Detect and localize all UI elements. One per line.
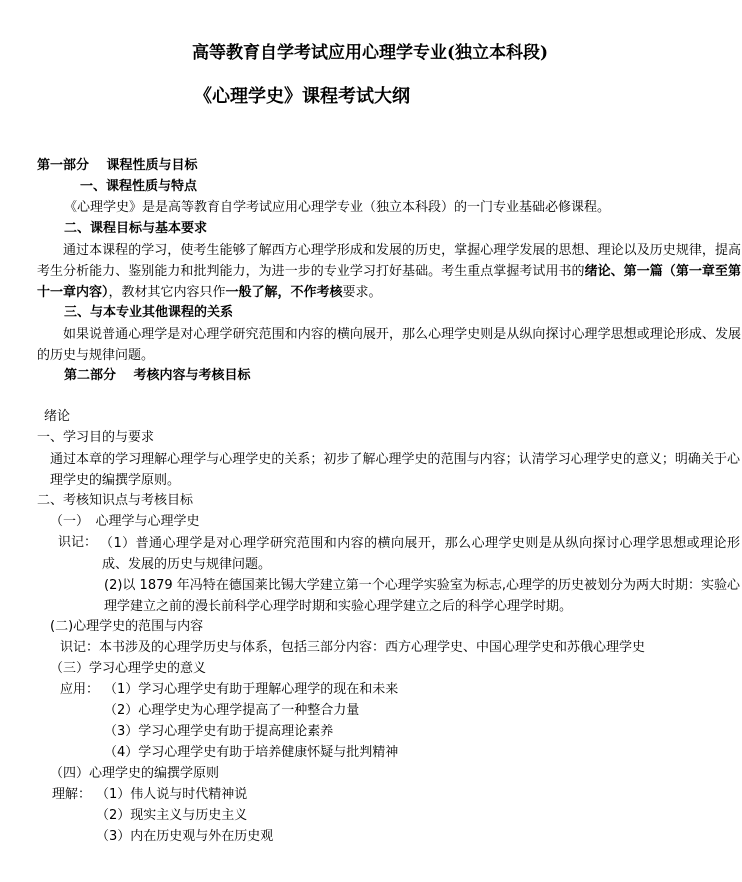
intro-label: 绪论 xyxy=(44,409,71,424)
point4-item: （2）现实主义与历史主义 xyxy=(96,808,248,823)
point1-item-2: (2)以 1879 年冯特在德国莱比锡大学建立第一个心理学实验室为标志,心理学的历史被划分为两大时期：实验心理学建立之前的漫长前科学心理学时期和实验心理学建立之后的科学心理学时期。 xyxy=(104,578,740,614)
point1-heading: （一） 心理学与心理学史 xyxy=(50,514,200,529)
point2-heading: (二)心理学史的范围与内容 xyxy=(50,619,204,634)
point4-item: （3）内在历史观与外在历史观 xyxy=(96,829,274,844)
section1-heading: 一、课程性质与特点 xyxy=(80,179,198,194)
document-title: 高等教育自学考试应用心理学专业(独立本科段) xyxy=(192,43,549,63)
goal-heading: 一、学习目的与要求 xyxy=(37,430,155,445)
section2-text-c: 要求。 xyxy=(342,285,382,300)
point2-text: 识记：本书涉及的心理学历史与体系，包括三部分内容：西方心理学史、中国心理学史和苏俄心理学史 xyxy=(60,640,646,655)
section2-text xyxy=(37,240,741,303)
part1-heading: 第一部分 课程性质与目标 xyxy=(37,158,198,173)
section2-emphasis-2: 一般了解，不作考核 xyxy=(225,285,343,300)
point4-heading: （四）心理学史的编撰学原则 xyxy=(50,766,220,781)
point4-item: （1）伟人说与时代精神说 xyxy=(96,787,248,802)
section2-text-a: 通过本课程的学习，使考生能够了解西方心理学形成和发展的历史，掌握心理学发展的思想、理论以及历史规律，提高考生分析能力、鉴别能力和批判能力，为进一步的专业学习打好基础。考生重点掌握考试用书的 xyxy=(37,243,741,279)
point1-item-1: （1）普通心理学是对心理学研究范围和内容的横向展开，那么心理学史则是从纵向探讨心理学思想或理论形成、发展的历史与规律问题。 xyxy=(100,536,740,572)
point1-label: 识记： xyxy=(58,535,98,550)
section3-heading: 三、与本专业其他课程的关系 xyxy=(64,305,234,320)
point3-label: 应用： xyxy=(60,682,100,697)
point3-item: （4）学习心理学史有助于培养健康怀疑与批判精神 xyxy=(104,745,399,760)
goal-text: 通过本章的学习理解心理学与心理学史的关系；初步了解心理学史的范围与内容；认清学习心理学史的意义；明确关于心理学史的编撰学原则。 xyxy=(50,452,740,488)
point4-label: 理解： xyxy=(52,787,92,802)
points-heading: 二、考核知识点与考核目标 xyxy=(37,493,194,508)
point3-item: （1）学习心理学史有助于理解心理学的现在和未来 xyxy=(104,682,399,697)
section3-text: 如果说普通心理学是对心理学研究范围和内容的横向展开，那么心理学史则是从纵向探讨心理学思想或理论形成、发展的历史与规律问题。 xyxy=(37,327,741,363)
part2-heading: 第二部分 考核内容与考核目标 xyxy=(64,368,251,383)
section1-text: 《心理学史》是是高等教育自学考试应用心理学专业（独立本科段）的一门专业基础必修课程。 xyxy=(64,200,611,215)
point3-item: （3）学习心理学史有助于提高理论素养 xyxy=(104,724,334,739)
point3-heading: （三）学习心理学史的意义 xyxy=(50,661,207,676)
section2-text-b: ，教材其它内容只作 xyxy=(108,285,226,300)
point3-item: （2）心理学史为心理学提高了一种整合力量 xyxy=(104,703,360,718)
document-subtitle: 《心理学史》课程考试大纲 xyxy=(194,86,410,107)
section2-heading: 二、课程目标与基本要求 xyxy=(64,221,208,236)
section2-emphasis-1: 绪论、第一篇（第一章至第十一章内容） xyxy=(37,264,741,300)
